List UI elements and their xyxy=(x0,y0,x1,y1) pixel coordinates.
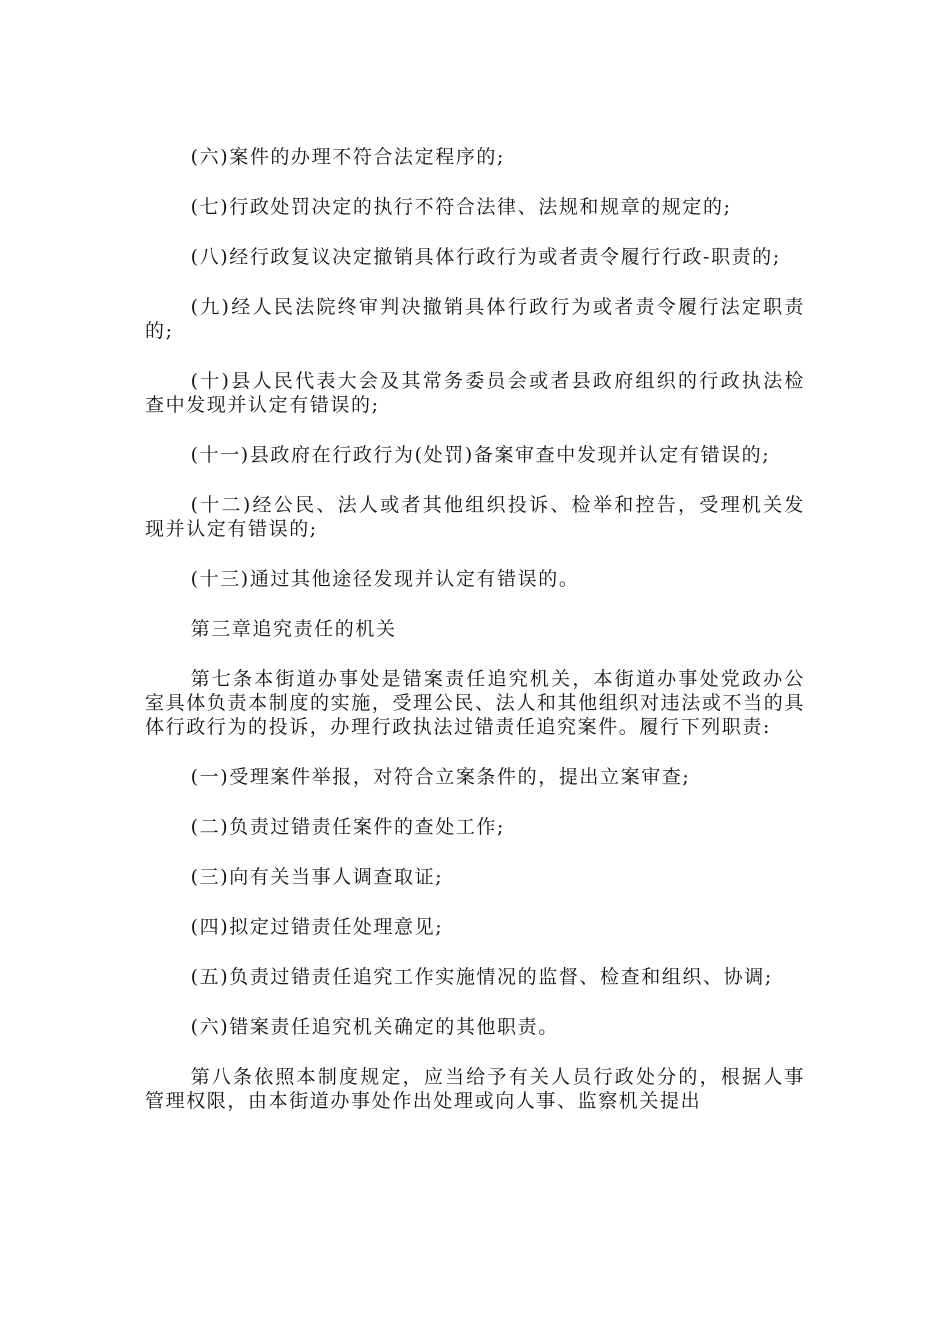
list-item-8: (八)经行政复议决定撤销具体行政行为或者责令履行行政-职责的; xyxy=(190,246,781,268)
duty-item-2: (二)负责过错责任案件的查处工作; xyxy=(190,816,506,838)
duty-item-5: (五)负责过错责任追究工作实施情况的监督、检查和组织、协调; xyxy=(190,966,773,988)
list-item-10: (十)县人民代表大会及其常务委员会或者县政府组织的行政执法检查中发现并认定有错误的; xyxy=(145,370,805,416)
list-item-13: (十三)通过其他途径发现并认定有错误的。 xyxy=(190,568,580,590)
list-item-6: (六)案件的办理不符合法定程序的; xyxy=(190,146,506,168)
duty-item-6: (六)错案责任追究机关确定的其他职责。 xyxy=(190,1016,559,1038)
list-item-12: (十二)经公民、法人或者其他组织投诉、检举和控告，受理机关发现并认定有错误的; xyxy=(145,494,805,540)
duty-item-1: (一)受理案件举报，对符合立案条件的，提出立案审查; xyxy=(190,766,691,788)
list-item-7: (七)行政处罚决定的执行不符合法律、法规和规章的规定的; xyxy=(190,196,732,218)
duty-item-3: (三)向有关当事人调查取证; xyxy=(190,866,444,888)
article-8: 第八条依照本制度规定，应当给予有关人员行政处分的，根据人事管理权限，由本街道办事处作出处理或向人事、监察机关提出 xyxy=(145,1066,805,1112)
document-body xyxy=(145,145,805,1139)
article-7: 第七条本街道办事处是错案责任追究机关，本街道办事处党政办公室具体负责本制度的实施，受理公民、法人和其他组织对违法或不当的具体行政行为的投诉，办理行政执法过错责任追究案件。履行下列职责: xyxy=(145,668,805,738)
chapter-heading: 第三章追究责任的机关 xyxy=(190,618,397,640)
list-item-9: (九)经人民法院终审判决撤销具体行政行为或者责令履行法定职责的; xyxy=(145,296,805,342)
duty-item-4: (四)拟定过错责任处理意见; xyxy=(190,916,444,938)
list-item-11: (十一)县政府在行政行为(处罚)备案审查中发现并认定有错误的; xyxy=(190,444,771,466)
